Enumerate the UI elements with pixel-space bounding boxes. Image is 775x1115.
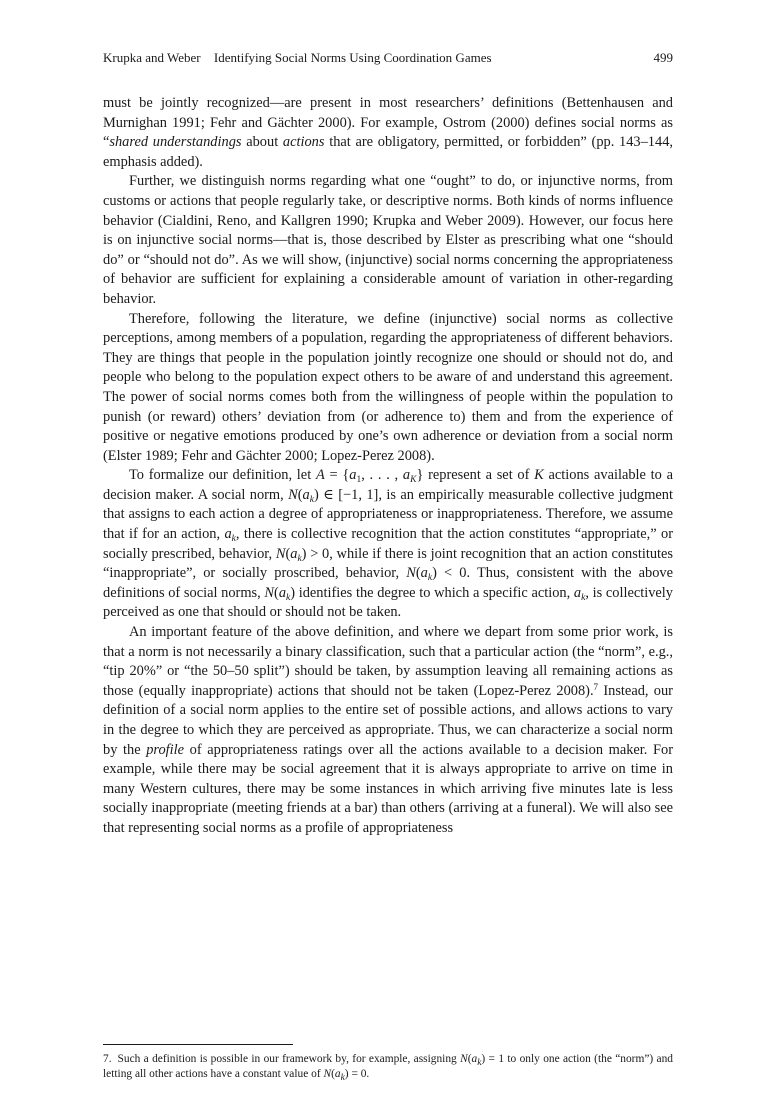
running-head-title: Identifying Social Norms Using Coordination Games <box>213 50 492 65</box>
p5-emphasis-profile: profile <box>146 741 185 758</box>
p4-text-1: To formalize our definition, let <box>129 467 316 484</box>
p1-emphasis-actions: actions <box>282 134 325 151</box>
paragraph-4 <box>103 466 673 623</box>
footnote-number: 7. <box>103 1053 112 1065</box>
p4-text-9: , is collectively perceived as one that should or should not be taken. <box>103 584 673 621</box>
math-action-set: $A = \{a_1$, . . . , $a_K$} <box>315 467 424 486</box>
math-norm-interval: $N(a_k)$ ∈ [−1, 1] <box>288 486 379 505</box>
footnote-text-b: to only one action (the “norm”) and letting all other actions have a constant value of <box>103 1053 673 1080</box>
running-header <box>103 50 673 66</box>
footnote-7 <box>103 1052 673 1082</box>
math-ak-2: $a_k$ <box>573 584 586 603</box>
p4-text-4: , is an empirically measurable collective judgment that assigns to each action a degree of appropriateness or inappropriateness. Therefore, we assume that if for an action, <box>103 486 673 543</box>
footnote-math-eq1: $N(a_k) = 1$ <box>460 1053 505 1068</box>
p5-text-a: An important feature of the above definition, and where we depart from some prior work, is that a norm is not necessarily a binary classification, such that a particular action (the “norm”, e.g., “tip 20%” or “the 50–50 split”) should be taken, by assumption leaving all remaining actions as those (equally inappropriate) actions that should not be taken (Lopez-Perez 2008). <box>103 624 673 699</box>
body-text <box>103 94 673 839</box>
p5-text-b: Instead, our definition of a social norm applies to the entire set of possible actions, and allows actions to vary in the degree to which they are perceived as appropriate. Thus, we can characterize a social norm by the <box>103 682 673 758</box>
p4-text-5: , there is collective recognition that the action constitutes “appropriate,” or socially prescribed, behavior, <box>103 526 673 562</box>
p1-emphasis-shared-understandings: shared understandings <box>109 134 242 151</box>
footnote-math-eq0: $N(a_k) = 0$ <box>323 1068 367 1083</box>
p1-text-c: that are obligatory, permitted, or forbidden” (pp. 143–144, emphasis added). <box>103 134 673 170</box>
math-norm-negative: $N(a_k) < 0$ <box>406 565 467 584</box>
p4-text-8: identifies the degree to which a specific action, <box>295 584 574 601</box>
math-norm-positive: $N(a_k) > 0$ <box>275 545 330 564</box>
paragraph-2: Further, we distinguish norms regarding what one “ought” to do, or injunctive norms, from customs or actions that people regularly take, or descriptive norms. Both kinds of norms influence behavior (Cialdini, Reno, and Kallgren 1990; Krupka and Weber 2009). However, our focus here is on injunctive social norms—that is, those described by Elster as prescribing what one “should do” or “should not do”. As we will show, (injunctive) social norms concerning the appropriateness of behavior are sufficient for explaining a considerable amount of variation in other-regarding behavior. <box>103 173 673 307</box>
math-K: K <box>534 467 544 484</box>
p4-text-2: represent a set of <box>423 467 535 484</box>
p5-text-c: of appropriateness ratings over all the actions available to a decision maker. For example, while there may be social agreement that it is always appropriate to arrive on time in many Western cultures, there may be some instances in which arriving five minutes late is less socially inappropriate (meeting friends at a bar) than others (arriving at a funeral). We will also see that representing social norms as a profile of appropriateness <box>103 741 673 836</box>
footnote-text-a: Such a definition is possible in our framework by, for example, assigning <box>117 1053 461 1065</box>
p4-text-3: actions available to a decision maker. A social norm, <box>103 467 674 503</box>
paragraph-1 <box>103 94 673 172</box>
footnote-text-c: . <box>366 1068 370 1080</box>
page-number: 499 <box>653 50 673 65</box>
paragraph-3: Therefore, following the literature, we define (injunctive) social norms as collective perceptions, among members of a population, regarding the appropriateness of different behaviors. They are things that people in the population jointly recognize one should or should not do, and people who belong to the population expect others to be aware of and understand this agreement. The power of social norms comes both from the willingness of people within the population to punish (or reward) others’ deviation from (or adherence to) them and from the experience of positive or negative emotions produced by one’s own adherence or deviation from a social norm (Elster 1989; Fehr and Gächter 2000; Lopez-Perez 2008). <box>103 310 673 464</box>
p1-text-b: about <box>241 134 283 151</box>
running-head-authors: Krupka and Weber <box>103 50 201 65</box>
paragraph-5 <box>103 623 673 839</box>
math-ak-1: $a_k$ <box>224 526 236 545</box>
footnote-divider <box>103 1044 293 1045</box>
p4-text-7: . Thus, consistent with the above definitions of social norms, <box>103 565 673 601</box>
footnote-ref-7[interactable]: 7 <box>593 681 599 692</box>
p4-text-6: , while if there is joint recognition that an action constitutes “inappropriate”, or socially proscribed, behavior, <box>103 545 673 582</box>
p1-text-a: must be jointly recognized—are present in most researchers’ definitions (Bettenhausen and Murnighan 1991; Fehr and Gächter 2000). For example, Ostrom (2000) defines social norms as “ <box>103 95 673 151</box>
math-norm: $N(a_k)$ <box>264 584 296 603</box>
